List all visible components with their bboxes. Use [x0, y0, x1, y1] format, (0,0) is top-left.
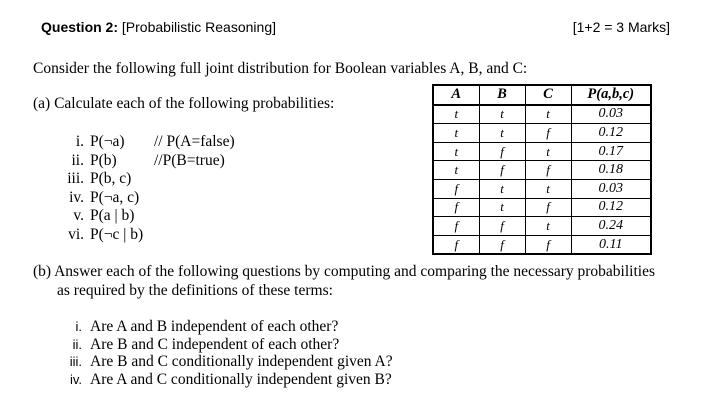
- cell-c: f: [525, 124, 571, 143]
- cell-a: t: [433, 142, 479, 161]
- cell-prob: 0.17: [571, 142, 651, 161]
- item-number: ii.: [71, 151, 84, 169]
- item-text: Are A and B independent of each other?: [90, 318, 339, 335]
- cell-c: f: [525, 161, 571, 180]
- cell-b: f: [479, 161, 525, 180]
- cell-a: t: [433, 161, 479, 180]
- list-item: [60, 371, 393, 389]
- cell-prob: 0.12: [571, 124, 651, 143]
- item-text: Are B and C conditionally independent given A?: [90, 353, 393, 371]
- item-note: //P(B=true): [154, 151, 225, 169]
- part-a-list: [60, 133, 235, 245]
- item-expression: P(¬c | b): [90, 225, 144, 243]
- table-row: [433, 105, 651, 124]
- header-a: A: [433, 85, 479, 105]
- list-item: [60, 336, 393, 354]
- list-item: [60, 189, 235, 208]
- cell-c: t: [525, 105, 571, 124]
- list-item: [60, 133, 235, 152]
- cell-a: f: [433, 198, 479, 217]
- joint-distribution-table: [432, 84, 652, 255]
- cell-a: f: [433, 217, 479, 236]
- cell-b: f: [479, 235, 525, 254]
- cell-b: t: [479, 124, 525, 143]
- table-row: [433, 235, 651, 254]
- table-row: [433, 124, 651, 143]
- item-number: iii.: [69, 354, 82, 370]
- list-item: [60, 226, 235, 245]
- item-text: Are A and C conditionally independent given B?: [90, 370, 392, 388]
- header-c: C: [525, 85, 571, 105]
- cell-a: t: [433, 105, 479, 124]
- cell-b: f: [479, 217, 525, 236]
- part-b-list: [60, 318, 393, 388]
- table-row: [433, 179, 651, 198]
- table-header-row: [433, 85, 651, 105]
- question-title: [41, 19, 276, 35]
- list-item: [60, 207, 235, 226]
- header-b: B: [479, 85, 525, 105]
- cell-a: f: [433, 179, 479, 198]
- table-row: [433, 217, 651, 236]
- marks-label: [1+2 = 3 Marks]: [572, 19, 670, 35]
- item-text: Are B and C independent of each other?: [90, 335, 340, 353]
- cell-b: t: [479, 105, 525, 124]
- cell-prob: 0.11: [571, 235, 651, 254]
- cell-c: t: [525, 179, 571, 198]
- item-number: vi.: [68, 225, 84, 243]
- cell-prob: 0.18: [571, 161, 651, 180]
- part-b-prompt: [33, 262, 655, 300]
- cell-prob: 0.03: [571, 179, 651, 198]
- cell-c: f: [525, 198, 571, 217]
- cell-prob: 0.03: [571, 105, 651, 124]
- item-expression: P(¬a): [90, 133, 125, 150]
- item-expression: P(a | b): [90, 207, 135, 225]
- part-b-prompt-line1: (b) Answer each of the following questions by computing and comparing the necessary probabilities: [33, 263, 655, 280]
- cell-prob: 0.24: [571, 217, 651, 236]
- cell-c: f: [525, 235, 571, 254]
- table-row: [433, 142, 651, 161]
- item-number: i.: [75, 319, 82, 334]
- item-number: iii.: [67, 170, 84, 188]
- table-row: [433, 161, 651, 180]
- item-number: v.: [73, 207, 84, 225]
- list-item: [60, 318, 393, 336]
- cell-b: t: [479, 179, 525, 198]
- intro-text: Consider the following full joint distribution for Boolean variables A, B, and C:: [33, 60, 528, 77]
- cell-c: t: [525, 142, 571, 161]
- list-item: [60, 170, 235, 189]
- cell-prob: 0.12: [571, 198, 651, 217]
- item-number: ii.: [72, 336, 82, 352]
- cell-a: f: [433, 235, 479, 254]
- question-label: Question 2:: [41, 19, 119, 35]
- list-item: [60, 152, 235, 171]
- part-b-prompt-line2: as required by the definitions of these terms:: [57, 282, 333, 299]
- cell-a: t: [433, 124, 479, 143]
- item-number: iv.: [69, 188, 84, 206]
- item-expression: P(b): [90, 151, 117, 169]
- item-expression: P(¬a, c): [90, 188, 140, 206]
- item-number: iv.: [69, 371, 82, 387]
- item-expression: P(b, c): [90, 170, 132, 188]
- header-prob: P(a,b,c): [571, 85, 651, 105]
- cell-c: t: [525, 217, 571, 236]
- item-note: // P(A=false): [154, 133, 235, 150]
- question-topic: [Probabilistic Reasoning]: [121, 19, 276, 35]
- part-a-prompt: (a) Calculate each of the following probabilities:: [33, 95, 335, 112]
- table-row: [433, 198, 651, 217]
- item-number: i.: [75, 133, 84, 150]
- cell-b: t: [479, 198, 525, 217]
- cell-b: f: [479, 142, 525, 161]
- list-item: [60, 353, 393, 371]
